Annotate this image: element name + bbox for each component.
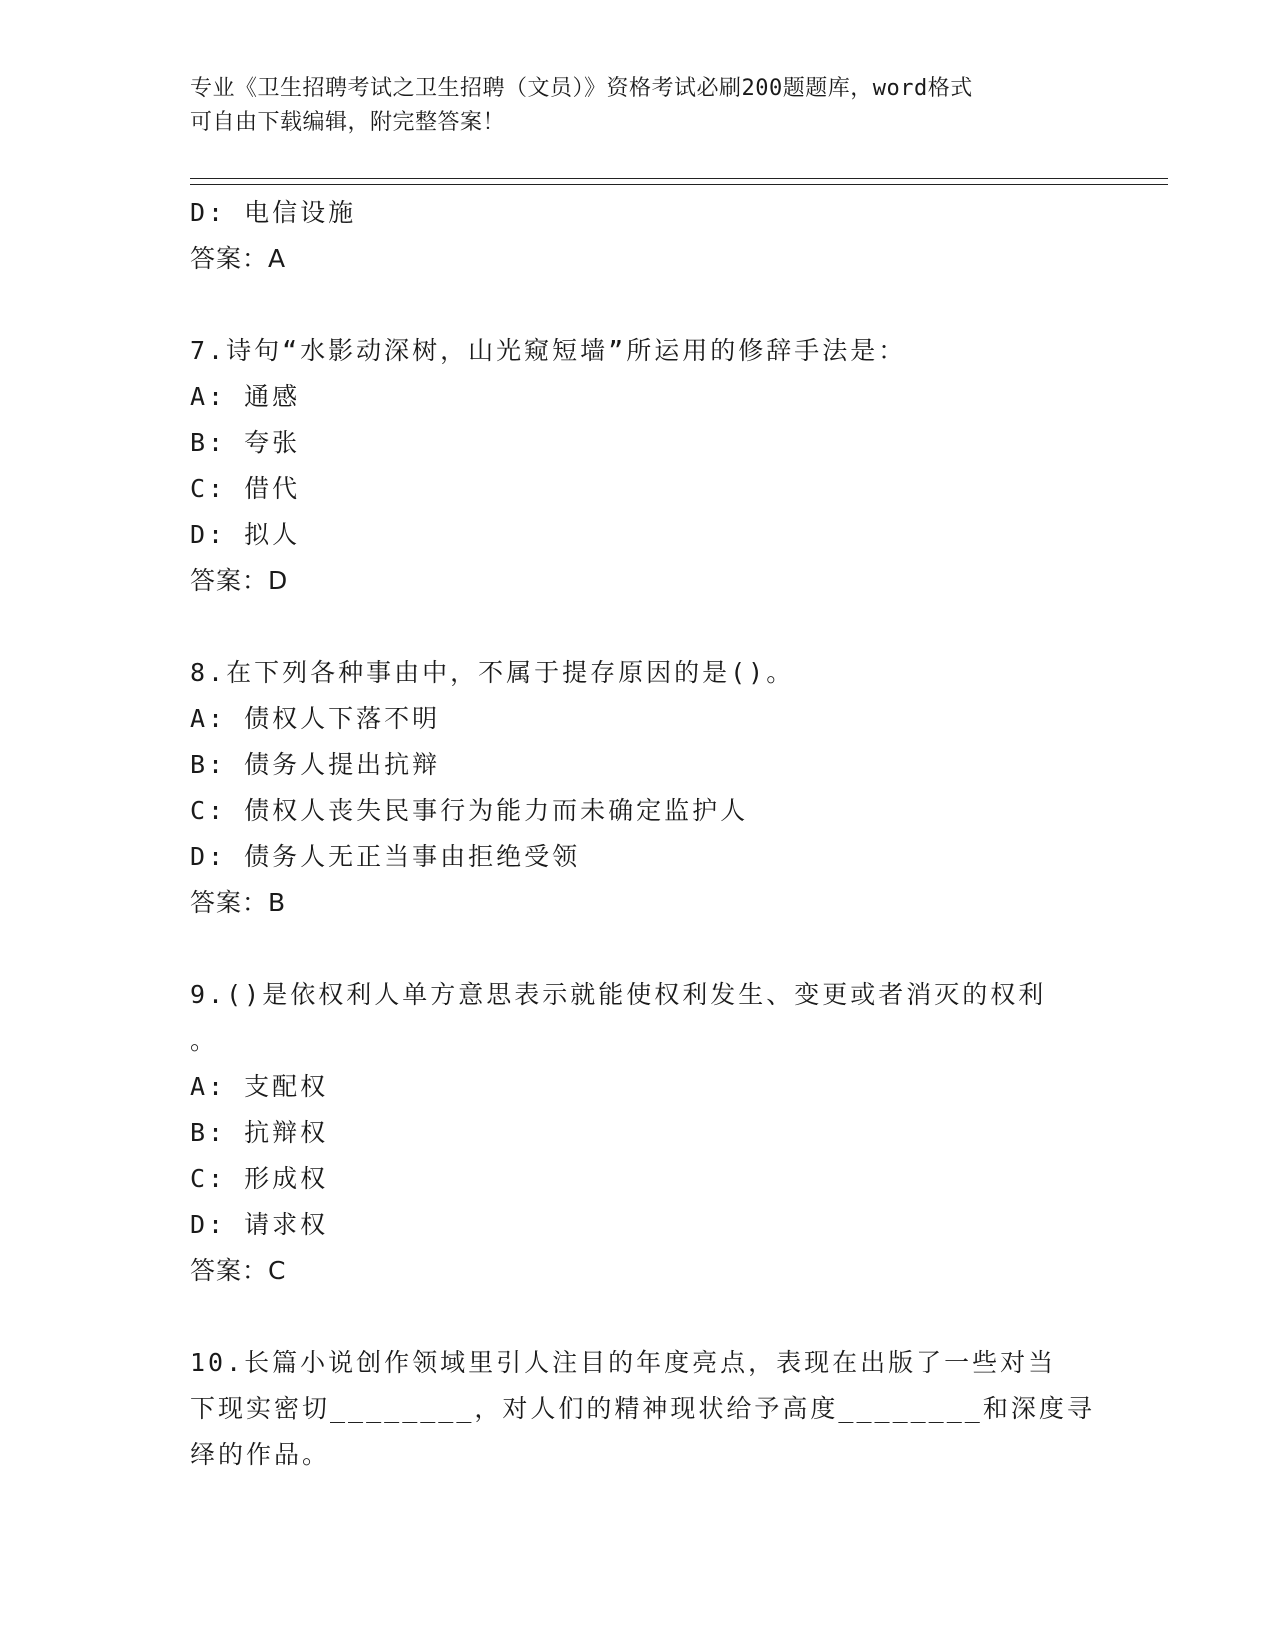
answer: 答案：B bbox=[190, 888, 287, 917]
option-d: D: 请求权 bbox=[190, 1210, 329, 1239]
question-prev bbox=[190, 190, 1090, 282]
header-title-line-2: 可自由下载编辑，附完整答案！ bbox=[190, 110, 506, 135]
question-stem-line-3: 绎的作品。 bbox=[190, 1440, 331, 1469]
question-stem-line-1: 9.()是依权利人单方意思表示就能使权利发生、变更或者消灭的权利 bbox=[190, 980, 1047, 1009]
question-stem: 7.诗句“水影动深树，山光窥短墙”所运用的修辞手法是： bbox=[190, 336, 907, 365]
question-9 bbox=[190, 972, 1090, 1294]
option-d: D: 电信设施 bbox=[190, 198, 357, 227]
question-stem-line-2: 下现实密切________，对人们的精神现状给予高度________和深度寻 bbox=[190, 1394, 1095, 1423]
option-b: B: 抗辩权 bbox=[190, 1118, 329, 1147]
document-header bbox=[190, 72, 1090, 140]
option-c: C: 借代 bbox=[190, 474, 301, 503]
option-d: D: 拟人 bbox=[190, 520, 301, 549]
option-a: A: 通感 bbox=[190, 382, 301, 411]
option-a: A: 债权人下落不明 bbox=[190, 704, 441, 733]
option-c: C: 债权人丧失民事行为能力而未确定监护人 bbox=[190, 796, 749, 825]
option-b: B: 夸张 bbox=[190, 428, 301, 457]
question-8 bbox=[190, 650, 1090, 926]
question-stem-line-2: 。 bbox=[190, 1026, 219, 1055]
header-divider-top bbox=[190, 178, 1168, 179]
question-stem-line-1: 10.长篇小说创作领域里引人注目的年度亮点，表现在出版了一些对当 bbox=[190, 1348, 1057, 1377]
question-stem: 8.在下列各种事由中，不属于提存原因的是()。 bbox=[190, 658, 795, 687]
option-c: C: 形成权 bbox=[190, 1164, 329, 1193]
option-d: D: 债务人无正当事由拒绝受领 bbox=[190, 842, 581, 871]
question-list bbox=[190, 190, 1095, 1478]
question-7 bbox=[190, 328, 1090, 604]
answer: 答案：D bbox=[190, 566, 289, 595]
option-a: A: 支配权 bbox=[190, 1072, 329, 1101]
option-b: B: 债务人提出抗辩 bbox=[190, 750, 441, 779]
question-10 bbox=[190, 1340, 1095, 1478]
header-divider-bottom bbox=[190, 184, 1168, 185]
header-title-line-1: 专业《卫生招聘考试之卫生招聘（文员）》资格考试必刷200题题库，word格式 bbox=[190, 76, 973, 101]
answer: 答案：C bbox=[190, 1256, 287, 1285]
answer: 答案：A bbox=[190, 244, 287, 273]
